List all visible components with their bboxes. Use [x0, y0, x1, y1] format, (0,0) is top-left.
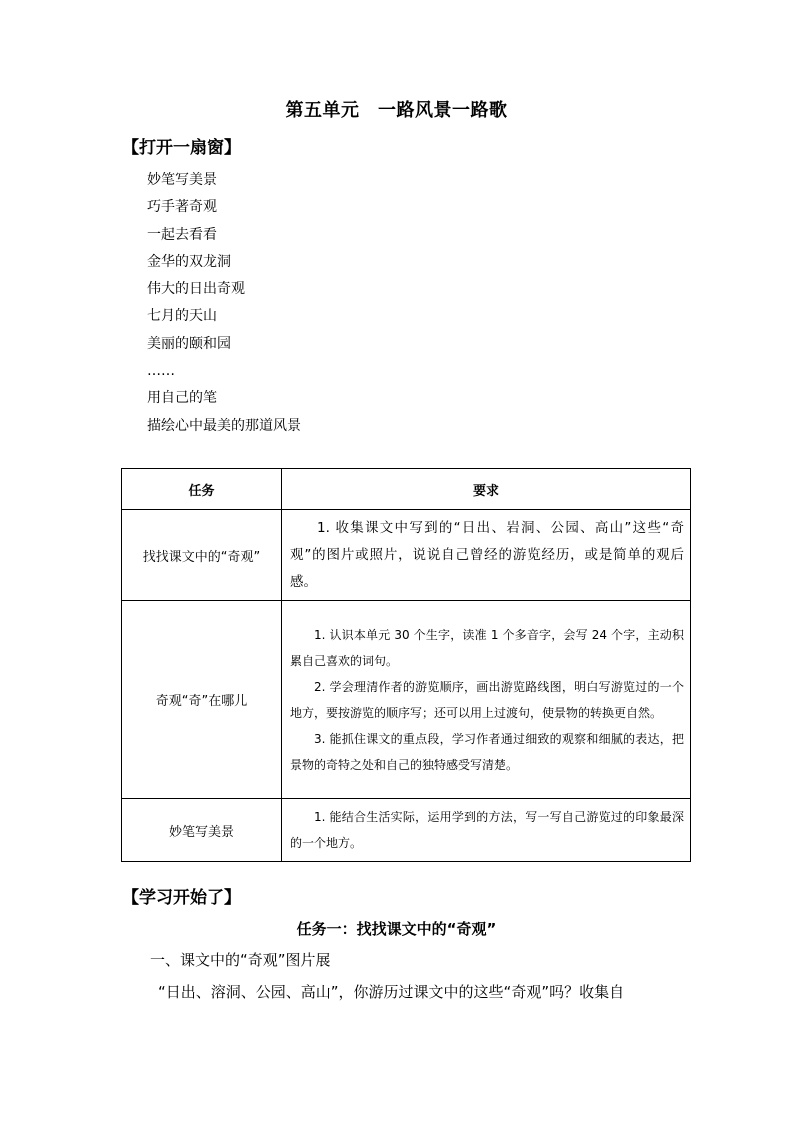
task-one-heading: 任务一：找找课文中的“奇观” [296, 920, 497, 938]
requirements-cell [282, 510, 691, 601]
task-cell: 奇观“奇”在哪儿 [122, 601, 282, 799]
subheading: 一、课文中的“奇观”图片展 [150, 951, 331, 969]
table-row [122, 799, 691, 862]
table-header-row [122, 469, 691, 510]
table-row [122, 510, 691, 601]
page-title: 第五单元 一路风景一路歌 [285, 100, 508, 121]
poem-list [147, 167, 301, 440]
table-header-task: 任务 [122, 469, 282, 510]
requirements-cell [282, 601, 691, 799]
poem-line: 金华的双龙洞 [147, 253, 231, 270]
requirements-cell [282, 799, 691, 862]
requirement-item: 2. 学会理清作者的游览顺序，画出游览路线图，明白写游览过的一个地方，要按游览的顺序写；还可以用上过渡句，使景物的转换更自然。 [290, 679, 684, 720]
poem-line: 用自己的笔 [147, 390, 217, 407]
poem-line: 七月的天山 [147, 308, 217, 325]
requirement-item: 1. 能结合生活实际，运用学到的方法，写一写自己游览过的印象最深的一个地方。 [290, 810, 684, 850]
requirement-item: 1. 认识本单元 30 个生字，读准 1 个多音字，会写 24 个字，主动积累自己喜欢的词句。 [290, 627, 684, 668]
poem-line: …… [147, 363, 175, 380]
task-cell: 找找课文中的“奇观” [122, 510, 282, 601]
paragraph: “日出、溶洞、公园、高山”，你游历过课文中的这些“奇观”吗？收集自 [158, 983, 625, 1001]
poem-line: 美丽的颐和园 [147, 335, 231, 352]
table-row [122, 601, 691, 799]
poem-line: 描绘心中最美的那道风景 [147, 417, 301, 434]
requirement-item: 3. 能抓住课文的重点段，学习作者通过细致的观察和细腻的表达，把景物的奇特之处和自己的独特感受写清楚。 [290, 731, 684, 772]
table-header-requirements: 要求 [282, 469, 691, 510]
requirement-item: 1. 收集课文中写到的“日出、岩洞、公园、高山”这些“奇观”的图片或照片，说说自己曾经的游览经历，或是简单的观后感。 [290, 519, 684, 590]
task-table [121, 468, 691, 862]
section-heading-start-learning: 【学习开始了】 [122, 888, 241, 908]
section-heading-open-window: 【打开一扇窗】 [122, 138, 241, 158]
poem-line: 巧手著奇观 [147, 199, 217, 216]
poem-line: 伟大的日出奇观 [147, 281, 245, 298]
task-cell: 妙笔写美景 [122, 799, 282, 862]
poem-line: 妙笔写美景 [147, 172, 217, 188]
poem-line: 一起去看看 [147, 226, 217, 243]
